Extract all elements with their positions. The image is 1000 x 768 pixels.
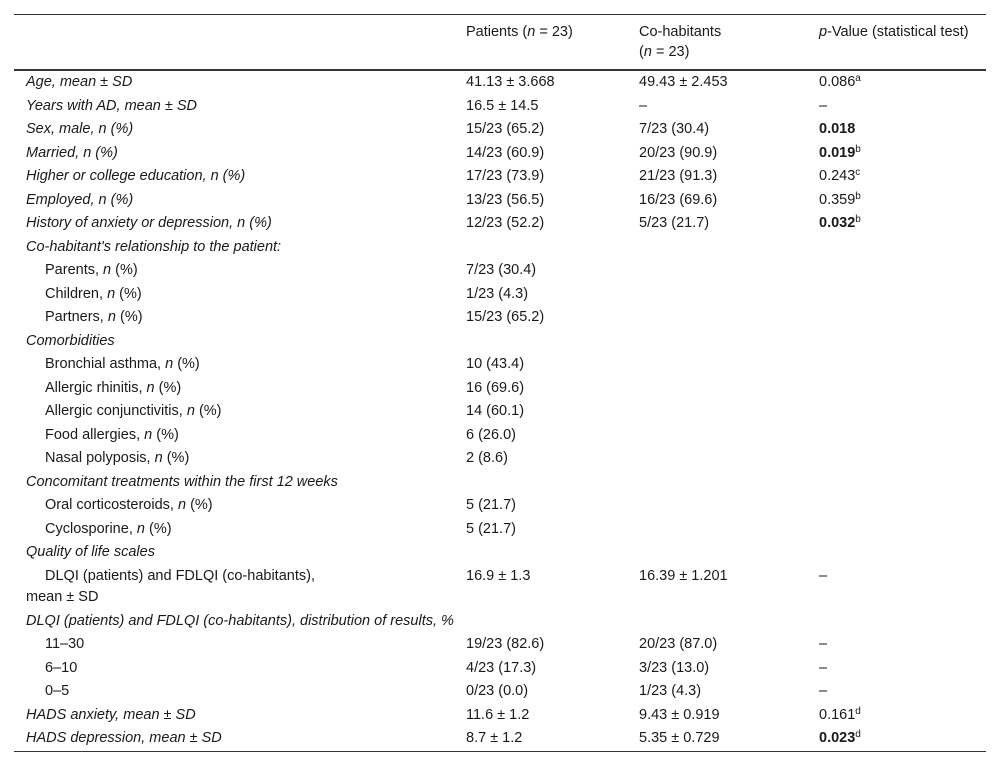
table-row: [14, 424, 986, 448]
table-row: [14, 70, 986, 95]
table-row: [14, 118, 986, 142]
section-heading: Quality of life scales: [26, 544, 155, 560]
cell-pvalue: [807, 494, 986, 518]
cell-pvalue: [807, 283, 986, 307]
table-row: [14, 142, 986, 166]
cell-cohabitants: [627, 306, 807, 330]
cell-cohabitants: 3/23 (13.0): [639, 659, 710, 676]
cell-pvalue: [807, 353, 986, 377]
cell-patients: 8.7 ± 1.2: [466, 730, 523, 746]
row-label: Sex, male, n (%): [26, 121, 134, 137]
row-label: Married, n (%): [26, 144, 118, 161]
cell-cohabitants: [627, 377, 807, 401]
cell-pvalue: [807, 518, 986, 542]
cell-patients: 2 (8.6): [466, 450, 508, 466]
row-label: Employed, n (%): [26, 191, 134, 208]
cell-pvalue: 0.086$^a$: [819, 73, 861, 90]
section-heading-row: [14, 330, 986, 354]
row-label: HADS anxiety, mean ± SD: [26, 706, 196, 723]
row-label: Allergic conjunctivitis, n (%): [45, 403, 222, 419]
cell-pvalue: [807, 306, 986, 330]
cell-pvalue: 0.023$^d$: [819, 729, 861, 746]
cell-patients: 15/23 (65.2): [466, 121, 545, 137]
table-row: [14, 377, 986, 401]
header-pvalue: p-Value (statistical test): [819, 24, 969, 40]
table-row: [14, 212, 986, 236]
cell-cohabitants: 20/23 (87.0): [639, 636, 718, 652]
table-row: [14, 259, 986, 283]
cell-cohabitants: [627, 400, 807, 424]
cell-pvalue: [807, 259, 986, 283]
cell-cohabitants: 1/23 (4.3): [639, 683, 702, 699]
row-label: Parents, n (%): [45, 262, 138, 278]
cell-patients: 17/23 (73.9): [466, 168, 545, 184]
row-label: Partners, n (%): [45, 309, 143, 325]
cell-patients: 16.9 ± 1.3: [466, 567, 531, 584]
cell-cohabitants: 9.43 ± 0.919: [639, 706, 720, 723]
header-cohabitants: Co-habitants (n = 23): [639, 24, 722, 60]
row-label: 6–10: [45, 659, 78, 676]
row-label: Food allergies, n (%): [45, 426, 179, 443]
cell-cohabitants: [627, 447, 807, 471]
cell-patients: 6 (26.0): [466, 426, 516, 443]
cell-patients: 14/23 (60.9): [466, 144, 545, 161]
cell-patients: 7/23 (30.4): [466, 262, 537, 278]
table-row: [14, 400, 986, 424]
cell-pvalue: [807, 424, 986, 448]
cell-patients: 5 (21.7): [466, 497, 516, 513]
cell-pvalue: 0.019$^b$: [819, 143, 861, 161]
section-heading-row: [14, 236, 986, 260]
table-row: [14, 565, 986, 610]
cell-cohabitants: 16/23 (69.6): [639, 191, 718, 208]
cell-cohabitants: 20/23 (90.9): [639, 144, 718, 161]
section-heading: Comorbidities: [26, 332, 115, 349]
cell-pvalue: [807, 447, 986, 471]
cell-pvalue: 0.032$^b$: [819, 214, 861, 231]
cell-patients: 0/23 (0.0): [466, 683, 529, 699]
table-row: [14, 306, 986, 330]
row-label: Years with AD, mean ± SD: [26, 97, 198, 114]
cell-patients: 4/23 (17.3): [466, 659, 537, 676]
cell-cohabitants: 5/23 (21.7): [639, 215, 710, 231]
section-heading-row: [14, 541, 986, 565]
cell-patients: 12/23 (52.2): [466, 215, 545, 231]
cell-pvalue: –: [819, 97, 828, 114]
row-label: DLQI (patients) and FDLQI (co-habitants), mean ± SD: [26, 567, 315, 605]
cell-patients: 11.6 ± 1.2: [466, 706, 530, 723]
cell-cohabitants: –: [639, 97, 648, 114]
cell-pvalue: 0.018: [819, 121, 856, 137]
section-heading: Co-habitant's relationship to the patient:: [26, 238, 282, 255]
cell-pvalue: [807, 400, 986, 424]
cell-patients: 10 (43.4): [466, 356, 525, 372]
cell-patients: 13/23 (56.5): [466, 191, 545, 208]
section-heading: DLQI (patients) and FDLQI (co-habitants), distribution of results, %: [26, 612, 454, 629]
cell-cohabitants: [627, 259, 807, 283]
cell-pvalue: –: [819, 683, 828, 699]
cell-cohabitants: [627, 494, 807, 518]
table-row: [14, 95, 986, 119]
cell-pvalue: 0.359$^b$: [819, 190, 861, 208]
header-label-col: [14, 15, 454, 71]
row-label: Bronchial asthma, n (%): [45, 356, 200, 372]
table-row: [14, 680, 986, 704]
cell-cohabitants: [627, 353, 807, 377]
cell-pvalue: 0.243$^c$: [819, 167, 861, 184]
cell-pvalue: –: [819, 567, 828, 584]
cell-patients: 1/23 (4.3): [466, 285, 529, 302]
cell-cohabitants: 49.43 ± 2.453: [639, 74, 728, 90]
row-label: Oral corticosteroids, n (%): [45, 497, 213, 513]
cell-cohabitants: [627, 518, 807, 542]
row-label: Children, n (%): [45, 285, 142, 302]
row-label: History of anxiety or depression, n (%): [26, 215, 272, 231]
section-heading: Concomitant treatments within the first 12 weeks: [26, 473, 338, 490]
cell-pvalue: –: [819, 659, 828, 676]
row-label: Nasal polyposis, n (%): [45, 450, 190, 466]
table-row: [14, 283, 986, 307]
cell-patients: 5 (21.7): [466, 520, 516, 537]
cell-cohabitants: [627, 283, 807, 307]
table-row: [14, 165, 986, 189]
table-row: [14, 633, 986, 657]
cell-patients: 19/23 (82.6): [466, 636, 545, 652]
cell-cohabitants: 21/23 (91.3): [639, 168, 718, 184]
cell-cohabitants: [627, 424, 807, 448]
table-row: [14, 704, 986, 728]
cell-pvalue: –: [819, 636, 828, 652]
row-label: Higher or college education, n (%): [26, 168, 246, 184]
cell-patients: 15/23 (65.2): [466, 309, 545, 325]
cell-cohabitants: 16.39 ± 1.201: [639, 567, 728, 584]
row-label: Age, mean ± SD: [26, 74, 133, 90]
table-row: [14, 189, 986, 213]
row-label: Allergic rhinitis, n (%): [45, 379, 182, 396]
table-row: [14, 494, 986, 518]
cell-patients: 14 (60.1): [466, 403, 525, 419]
section-heading-row: [14, 610, 986, 634]
cell-pvalue: 0.161$^d$: [819, 705, 861, 723]
table-row: [14, 447, 986, 471]
cell-patients: 16.5 ± 14.5: [466, 97, 539, 114]
row-label: 0–5: [45, 683, 70, 699]
cell-patients: 41.13 ± 3.668: [466, 74, 555, 90]
cell-patients: 16 (69.6): [466, 379, 525, 396]
demographics-table: [14, 14, 986, 752]
row-label: 11–30: [45, 636, 85, 652]
header-patients: Patients (n = 23): [466, 24, 573, 40]
row-label: Cyclosporine, n (%): [45, 520, 172, 537]
cell-pvalue: [807, 377, 986, 401]
table-row: [14, 518, 986, 542]
table-row: [14, 657, 986, 681]
table-row: [14, 353, 986, 377]
cell-cohabitants: 7/23 (30.4): [639, 121, 710, 137]
table-row: [14, 727, 986, 751]
section-heading-row: [14, 471, 986, 495]
header-row: [14, 15, 986, 71]
cell-cohabitants: 5.35 ± 0.729: [639, 730, 720, 746]
row-label: HADS depression, mean ± SD: [26, 730, 222, 746]
